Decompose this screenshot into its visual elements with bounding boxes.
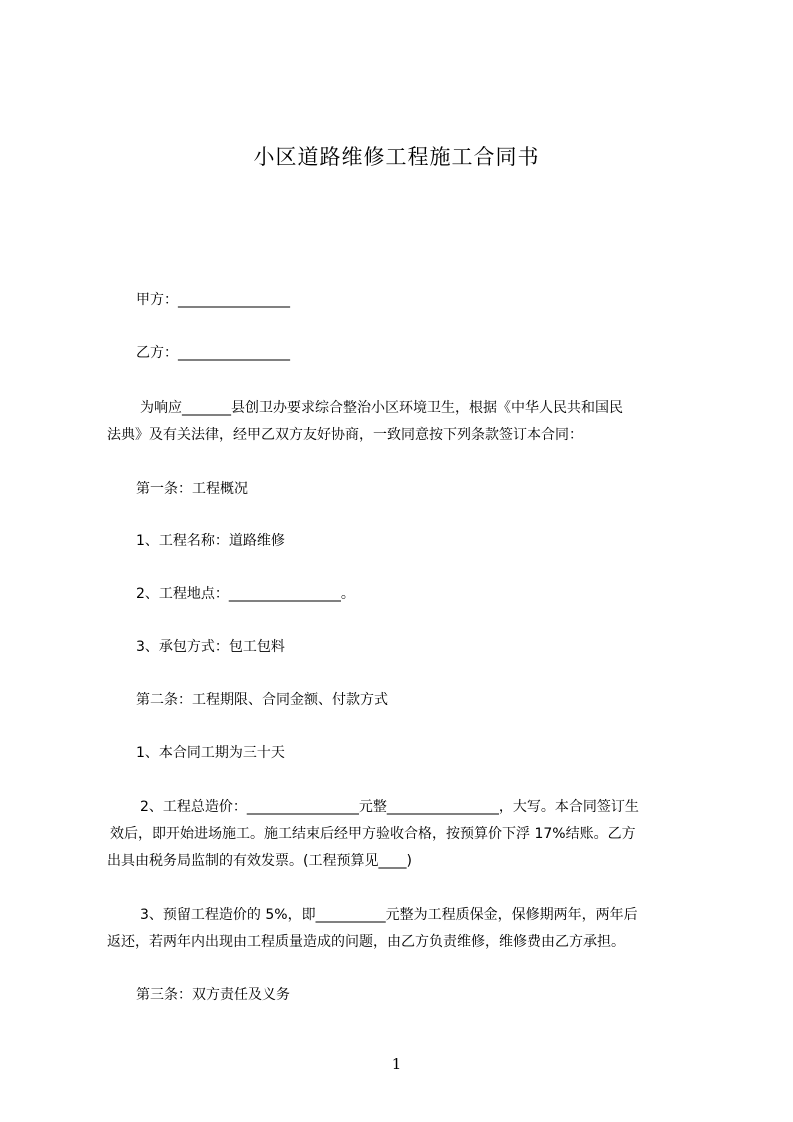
- article-1-item-2: 2、工程地点：________________。: [136, 586, 355, 602]
- party-a-line: 甲方：________________: [136, 292, 290, 308]
- article-2-item-2-line-2: 效后，即开始进场施工。施工结束后经甲方验收合格，按预算价下浮 17%结账。乙方: [110, 826, 636, 842]
- article-2-heading: 第二条：工程期限、合同金额、付款方式: [136, 692, 388, 708]
- page-number: 1: [391, 1055, 402, 1073]
- article-2-item-1: 1、本合同工期为三十天: [136, 745, 285, 761]
- article-1-heading: 第一条：工程概况: [136, 481, 248, 497]
- article-2-item-3-line-1: 3、预留工程造价的 5%，即__________元整为工程质保金，保修期两年，两年后: [140, 907, 638, 923]
- document-title: 小区道路维修工程施工合同书: [253, 145, 540, 169]
- preamble-line-1: 为响应_______县创卫办要求综合整治小区环境卫生，根据《中华人民共和国民: [140, 400, 623, 416]
- article-2-item-2-line-1: 2、工程总造价：________________元整________________，大写。本合同签订生: [140, 799, 639, 815]
- article-3-heading: 第三条：双方责任及义务: [136, 987, 290, 1003]
- party-b-line: 乙方：________________: [136, 345, 290, 361]
- preamble-line-2: 法典》及有关法律，经甲乙双方友好协商，一致同意按下列条款签订本合同：: [107, 427, 583, 443]
- article-1-item-3: 3、承包方式：包工包料: [136, 639, 285, 655]
- article-2-item-2-line-3: 出具由税务局监制的有效发票。(工程预算见____): [107, 853, 412, 869]
- article-2-item-3-line-2: 返还，若两年内出现由工程质量造成的问题，由乙方负责维修，维修费由乙方承担。: [107, 934, 625, 950]
- article-1-item-1: 1、工程名称：道路维修: [136, 533, 285, 549]
